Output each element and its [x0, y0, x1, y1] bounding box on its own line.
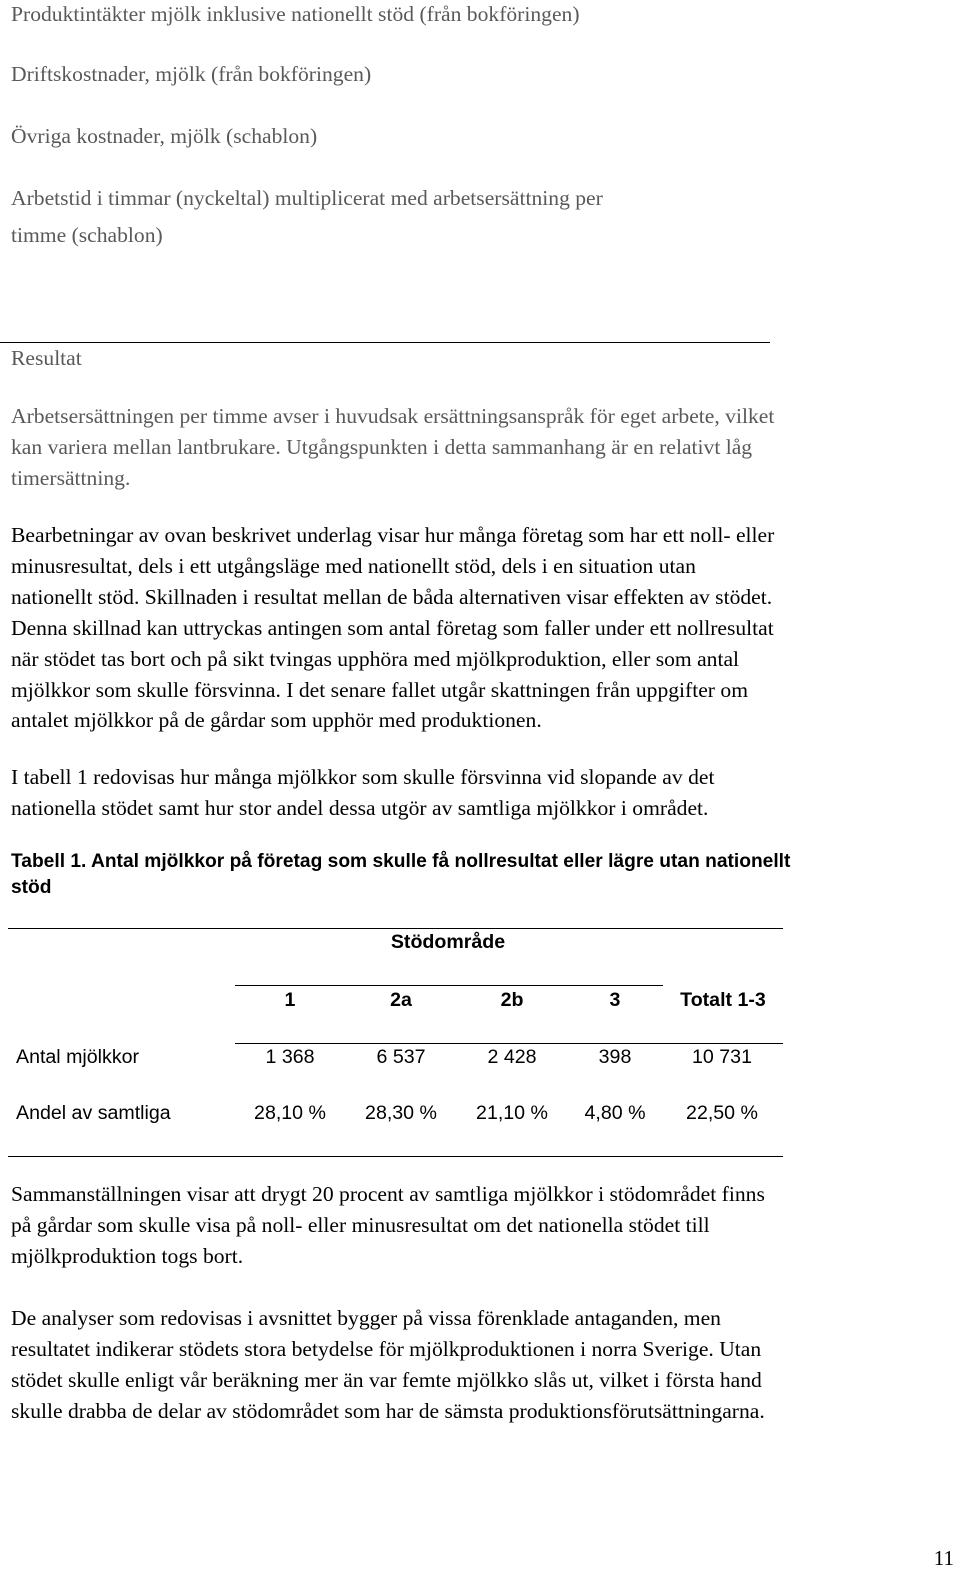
- table-cell: 21,10 %: [476, 1102, 548, 1124]
- resultat-label: Resultat: [11, 346, 82, 370]
- table-cell: 398: [598, 1046, 632, 1068]
- paragraph-line: minusresultat, dels i ett utgångsläge med nationellt stöd, dels i en situation utan: [11, 554, 696, 578]
- paragraph-line: stödet skulle enligt vår beräkning mer än var femte mjölkko slås ut, vilket i första hand: [11, 1368, 762, 1392]
- paragraph-line: Bearbetningar av ovan beskrivet underlag visar hur många företag som har ett noll- eller: [11, 523, 775, 547]
- paragraph-line: I tabell 1 redovisas hur många mjölkkor som skulle försvinna vid slopande av det: [11, 765, 715, 789]
- paragraph-line: resultatet indikerar stödets stora betydelse för mjölkproduktionen i norra Sverige. Utan: [11, 1337, 762, 1361]
- column-header: 1: [284, 989, 296, 1011]
- table-cell: 28,30 %: [365, 1102, 437, 1124]
- paragraph-line: Denna skillnad kan uttryckas antingen som antal företag som faller under ett nollresultat: [11, 616, 774, 640]
- table-cell: 1 368: [265, 1046, 315, 1068]
- paragraph-line: Sammanställningen visar att drygt 20 procent av samtliga mjölkkor i stödområdet finns: [11, 1182, 765, 1206]
- cost-item-operating: Driftskostnader, mjölk (från bokföringen): [11, 62, 372, 86]
- column-header: 2a: [390, 989, 412, 1011]
- paragraph-line: De analyser som redovisas i avsnittet bygger på vissa förenklade antaganden, men: [11, 1306, 721, 1330]
- table-group-header: Stödområde: [390, 931, 506, 953]
- paragraph-line: nationellt stöd. Skillnaden i resultat mellan de båda alternativen visar effekten av stödet.: [11, 585, 773, 609]
- column-header: Totalt 1-3: [680, 989, 766, 1011]
- cost-item-labour-line2: timme (schablon): [11, 223, 163, 247]
- table-caption-cont: stöd: [11, 877, 52, 898]
- table-top-rule: [8, 928, 783, 929]
- table-group-rule: [235, 985, 663, 986]
- resultat-divider: [0, 342, 770, 343]
- paragraph-line: kan variera mellan lantbrukare. Utgångspunkten i detta sammanhang är en relativt låg: [11, 435, 753, 459]
- paragraph-line: på gårdar som skulle visa på noll- eller minusresultat om det nationella stödet till: [11, 1213, 710, 1237]
- row-label: Antal mjölkkor: [16, 1046, 140, 1068]
- table-cell: 28,10 %: [254, 1102, 326, 1124]
- table-cell: 22,50 %: [686, 1102, 758, 1124]
- paragraph-line: antalet mjölkkor på de gårdar som upphör med produktionen.: [11, 708, 542, 732]
- table-caption: Tabell 1. Antal mjölkkor på företag som skulle få nollresultat eller lägre utan nationellt: [11, 851, 791, 872]
- paragraph-line: när stödet tas bort och på sikt tvingas upphöra med mjölkproduktion, eller som antal: [11, 647, 740, 671]
- row-label: Andel av samtliga: [16, 1102, 171, 1124]
- paragraph-line: Arbetsersättningen per timme avser i huvudsak ersättningsanspråk för eget arbete, vilket: [11, 404, 775, 428]
- column-header: 2b: [500, 989, 524, 1011]
- table-cell: 4,80 %: [584, 1102, 646, 1124]
- paragraph-line: nationella stödet samt hur stor andel dessa utgör av samtliga mjölkkor i området.: [11, 796, 709, 820]
- page-number: 11: [933, 1546, 954, 1570]
- table-cell: 6 537: [376, 1046, 426, 1068]
- cost-item-revenue: Produktintäkter mjölk inklusive nationellt stöd (från bokföringen): [11, 2, 580, 26]
- cost-item-labour-line1: Arbetstid i timmar (nyckeltal) multiplicerat med arbetsersättning per: [11, 186, 603, 210]
- table-cell: 2 428: [487, 1046, 537, 1068]
- table-cell: 10 731: [692, 1046, 752, 1068]
- table-header-rule: [235, 1043, 783, 1044]
- cost-item-other: Övriga kostnader, mjölk (schablon): [11, 124, 318, 148]
- paragraph-line: skulle drabba de delar av stödområdet som har de sämsta produktionsförutsättningarna.: [11, 1399, 765, 1423]
- table-bottom-rule: [8, 1156, 783, 1157]
- paragraph-line: mjölkkor som skulle försvinna. I det senare fallet utgår skattningen från uppgifter om: [11, 678, 748, 702]
- paragraph-line: timersättning.: [11, 466, 131, 490]
- paragraph-line: mjölkproduktion togs bort.: [11, 1244, 244, 1268]
- column-header: 3: [609, 989, 621, 1011]
